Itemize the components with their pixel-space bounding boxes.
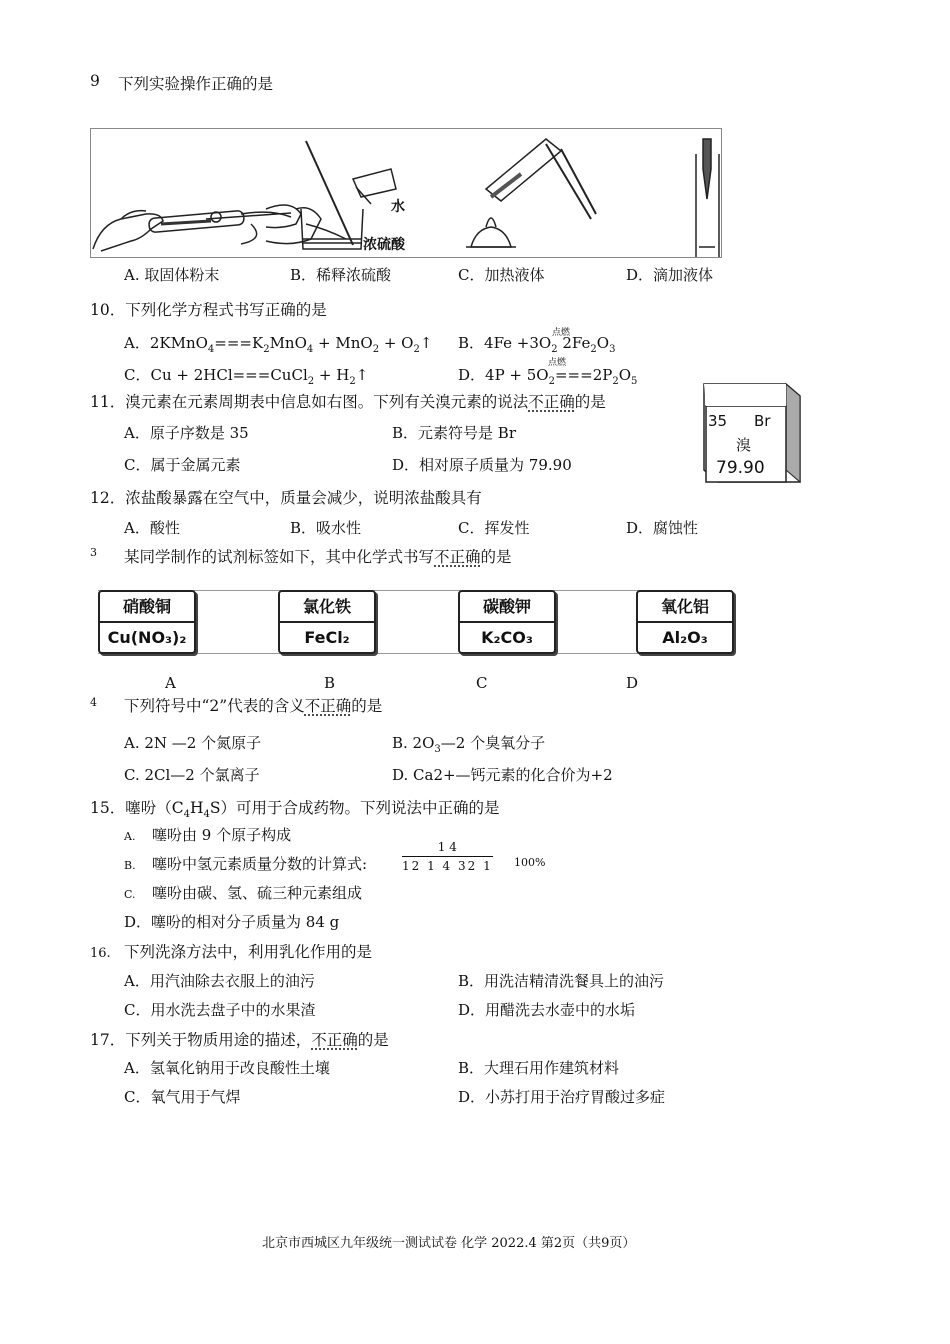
element-symbol: Br xyxy=(754,412,771,430)
label-d-name: 氧化铝 xyxy=(638,592,732,623)
element-number: 35 xyxy=(708,412,728,430)
element-mass: 79.90 xyxy=(716,458,765,478)
fraction-numerator: 1 4 xyxy=(402,840,493,857)
q11-option-b: B．元素符号是 Br xyxy=(392,424,516,442)
q13-text: 某同学制作的试剂标签如下，其中化学式书写不正确的是 xyxy=(124,548,512,566)
q12-option-b: B．吸水性 xyxy=(290,519,362,537)
q16-option-d: D．用醋洗去水壶中的水垢 xyxy=(458,1001,636,1019)
q9-option-d: D．滴加液体 xyxy=(626,266,714,284)
q10-d-condition: 点燃 xyxy=(548,358,567,368)
q11-option-a: A．原子序数是 35 xyxy=(124,424,249,442)
reagent-label-d xyxy=(636,590,734,654)
q10-option-b: B．$4Fe +3O_2$ $2Fe_2O_3$ xyxy=(458,334,616,355)
q16-option-b: B．用洗洁精清洗餐具上的油污 xyxy=(458,972,665,990)
q16-text: 下列洗涤方法中，利用乳化作用的是 xyxy=(124,943,373,961)
q11-text: 11．溴元素在元素周期表中信息如右图。下列有关溴元素的说法不正确的是 xyxy=(90,393,606,411)
q9-option-a: A. 取固体粉末 xyxy=(124,266,220,284)
label-c-name: 碳酸钾 xyxy=(460,592,554,623)
q15-letter-a: A. xyxy=(124,830,136,843)
q13-number: 3 xyxy=(90,546,97,559)
q12-option-d: D．腐蚀性 xyxy=(626,519,699,537)
q15-text: 15．噻吩$(C_4H_4S)$可用于合成药物。下列说法中正确的是 xyxy=(90,799,500,820)
q12-option-a: A．酸性 xyxy=(124,519,180,537)
q14-text: 下列符号中“2”代表的含义不正确的是 xyxy=(124,697,383,715)
q9-option-c: C．加热液体 xyxy=(458,266,545,284)
q15-fraction xyxy=(402,840,493,873)
q11-option-c: C．属于金属元素 xyxy=(124,456,241,474)
q15-option-c: 噻吩由碳、氢、硫三种元素组成 xyxy=(152,884,363,902)
q10-option-d: D．$4P + 5O_2===2P_2O_5$ xyxy=(458,366,638,387)
q15-option-b: 噻吩中氢元素质量分数的计算式: xyxy=(152,855,368,873)
reagent-label-c xyxy=(458,590,556,654)
q10-b-condition: 点燃 xyxy=(552,328,571,338)
q15-option-a: 噻吩由 9 个原子构成 xyxy=(152,826,292,844)
q13-letter-a: A xyxy=(165,674,176,692)
label-c-formula: K₂CO₃ xyxy=(481,628,533,647)
page-footer: 北京市西城区九年级统一测试试卷 化学 2022.4 第2页（共9页） xyxy=(262,1236,636,1251)
q12-option-c: C．挥发性 xyxy=(458,519,530,537)
element-name: 溴 xyxy=(736,436,752,454)
reagent-label-a xyxy=(98,590,196,654)
q14-number: 4 xyxy=(90,696,97,709)
q11-option-d: D．相对原子质量为 79.90 xyxy=(392,456,572,474)
bromine-element-card xyxy=(702,382,802,484)
water-label: 水 xyxy=(391,199,405,215)
q15-letter-c: C. xyxy=(124,888,136,901)
q9-figure xyxy=(90,128,722,258)
q10-option-c: C．Cu + 2HCl===CuCl$_2$ + $H_2↑$ xyxy=(124,366,369,387)
q15-option-d: D．噻吩的相对分子质量为 84 g xyxy=(124,913,340,931)
q14-option-b: B. $2O_3—2$ 个臭氧分子 xyxy=(392,734,546,755)
q9-number: 9 xyxy=(90,72,100,90)
q15-letter-b: B. xyxy=(124,859,136,872)
q10-option-a: A．$2KMnO_4===K_2MnO_4 + MnO_2$ + $O_2↑$ xyxy=(124,334,433,355)
q13-letter-d: D xyxy=(626,674,639,692)
q17-option-a: A．氢氧化钠用于改良酸性土壤 xyxy=(124,1059,330,1077)
q17-option-c: C．氧气用于气焊 xyxy=(124,1088,241,1106)
q14-option-d: D. Ca2+—钙元素的化合价为+2 xyxy=(392,766,613,784)
q17-option-b: B．大理石用作建筑材料 xyxy=(458,1059,620,1077)
q16-number: 16. xyxy=(90,946,111,961)
label-a-name: 硝酸铜 xyxy=(100,592,194,623)
acid-label: 浓硫酸 xyxy=(363,237,405,253)
q17-text: 17．下列关于物质用途的描述，不正确的是 xyxy=(90,1031,389,1049)
q12-text: 12．浓盐酸暴露在空气中，质量会减少，说明浓盐酸具有 xyxy=(90,489,482,507)
q13-letter-b: B xyxy=(324,674,336,692)
label-d-formula: Al₂O₃ xyxy=(662,628,708,647)
q14-option-a: A. 2N —2 个氮原子 xyxy=(124,734,262,752)
q10-text: 10．下列化学方程式书写正确的是 xyxy=(90,301,327,319)
reagent-label-b xyxy=(278,590,376,654)
q16-option-a: A．用汽油除去衣服上的油污 xyxy=(124,972,315,990)
label-b-name: 氯化铁 xyxy=(280,592,374,623)
lab-operations-illustration xyxy=(91,129,721,257)
q13-letter-c: C xyxy=(476,674,488,692)
q16-option-c: C．用水洗去盘子中的水果渣 xyxy=(124,1001,316,1019)
q9-option-b: B．稀释浓硫酸 xyxy=(290,266,392,284)
q14-option-c: C. 2Cl—2 个氯离子 xyxy=(124,766,260,784)
label-b-formula: FeCl₂ xyxy=(304,628,350,647)
label-a-formula: Cu(NO₃)₂ xyxy=(107,628,187,647)
q15-percent: 100% xyxy=(514,856,546,869)
fraction-denominator: 12 1 4 32 1 xyxy=(402,859,493,873)
q9-text: 下列实验操作正确的是 xyxy=(118,75,274,93)
q17-option-d: D．小苏打用于治疗胃酸过多症 xyxy=(458,1088,666,1106)
